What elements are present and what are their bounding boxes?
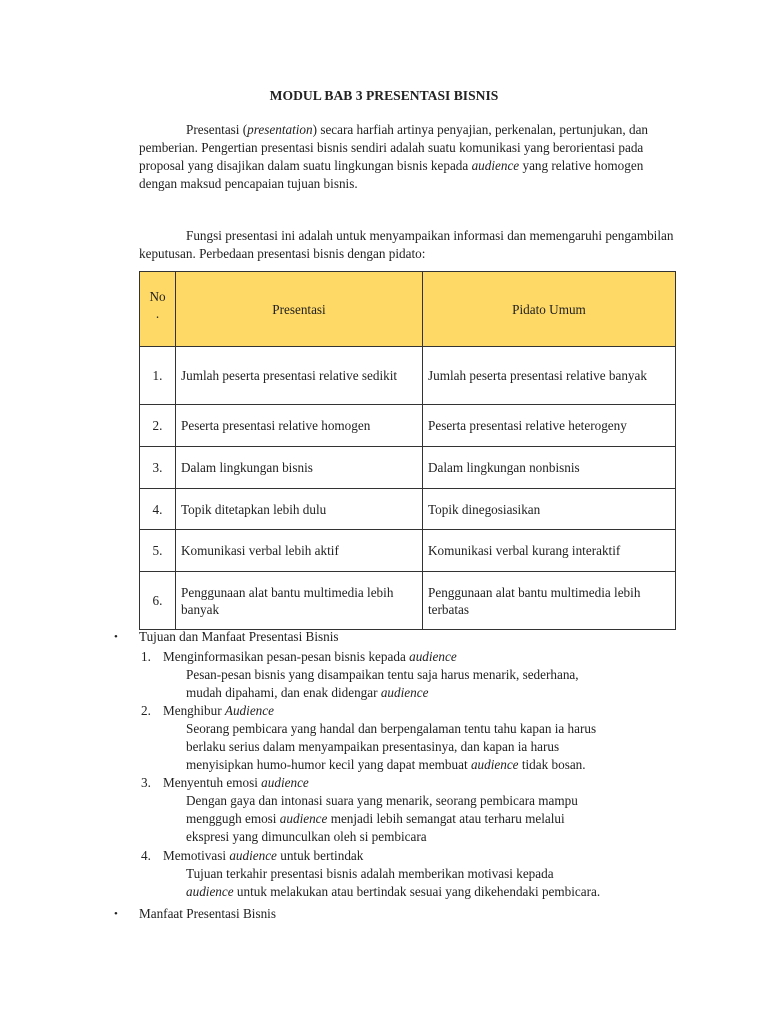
item-number: 3. — [141, 775, 151, 790]
item-text: Pesan-pesan bisnis yang disampaikan tentu saja harus menarik, sederhana, — [186, 667, 579, 682]
item-heading: Menghibur Audience — [163, 703, 274, 718]
item-text: menyisipkan humo-humor kecil yang dapat membuat audience tidak bosan. — [186, 757, 586, 772]
cell-pidato: Peserta presentasi relative heterogeny — [423, 405, 676, 447]
item-text: audience untuk melakukan atau bertindak sesuai yang dikehendaki pembicara. — [186, 884, 601, 899]
text-run: yang relative homogen dengan maksud pencapaian tujuan bisnis. — [139, 158, 644, 191]
text-run: Presentasi ( — [186, 122, 248, 137]
row-number: 1. — [140, 347, 176, 405]
item-text: Seorang pembicara yang handal dan berpengalaman tentu tahu kapan ia harus — [186, 721, 597, 736]
header-no: No . — [140, 272, 176, 347]
table-row — [140, 405, 676, 447]
cell-presentasi: Peserta presentasi relative homogen — [176, 405, 423, 447]
item-text: Dengan gaya dan intonasi suara yang menarik, seorang pembicara mampu — [186, 793, 578, 808]
item-text: ekspresi yang dimunculkan oleh si pembicara — [186, 829, 427, 844]
section-heading-tujuan: Tujuan dan Manfaat Presentasi Bisnis — [139, 629, 339, 644]
item-text: mudah dipahami, dan enak didengar audience — [186, 685, 429, 700]
term-presentation: presentation — [247, 122, 313, 137]
row-number: 6. — [140, 572, 176, 630]
cell-pidato: Dalam lingkungan nonbisnis — [423, 447, 676, 489]
table-row — [140, 447, 676, 489]
item-heading: Menyentuh emosi audience — [163, 775, 309, 790]
item-number: 4. — [141, 848, 151, 863]
row-number: 4. — [140, 489, 176, 530]
text-run: ) secara harfiah artinya penyajian, perkenalan, pertunjukan, dan pemberian. Pengertian presentasi bisnis sendiri adalah suatu komunikasi yang berorientasi pada proposal yang disajikan dalam suatu lingkungan bisnis kepada — [139, 122, 649, 173]
document-title: MODUL BAB 3 PRESENTASI BISNIS — [269, 88, 499, 103]
section-heading-manfaat: Manfaat Presentasi Bisnis — [139, 906, 276, 921]
cell-presentasi: Jumlah peserta presentasi relative sedikit — [176, 347, 423, 405]
cell-pidato: Komunikasi verbal kurang interaktif — [423, 530, 676, 572]
intro-paragraph-2 — [139, 227, 679, 263]
table-row — [140, 347, 676, 405]
item-text: berlaku serius dalam menyampaikan presentasinya, dan kapan ia harus — [186, 739, 560, 754]
row-number: 5. — [140, 530, 176, 572]
item-number: 2. — [141, 703, 151, 718]
item-number: 1. — [141, 649, 151, 664]
row-number: 3. — [140, 447, 176, 489]
table-header-row — [140, 272, 676, 347]
header-presentasi: Presentasi — [176, 272, 423, 347]
table-row — [140, 572, 676, 630]
cell-presentasi: Topik ditetapkan lebih dulu — [176, 489, 423, 530]
bullet-icon: • — [114, 908, 118, 920]
item-text: Tujuan terkahir presentasi bisnis adalah memberikan motivasi kepada — [186, 866, 554, 881]
row-number: 2. — [140, 405, 176, 447]
item-text: menggugh emosi audience menjadi lebih semangat atau terharu melalui — [186, 811, 565, 826]
cell-presentasi: Dalam lingkungan bisnis — [176, 447, 423, 489]
item-heading: Menginformasikan pesan-pesan bisnis kepada audience — [163, 649, 457, 664]
cell-pidato: Jumlah peserta presentasi relative banyak — [423, 347, 676, 405]
table-row — [140, 530, 676, 572]
cell-presentasi: Penggunaan alat bantu multimedia lebih banyak — [176, 572, 423, 630]
cell-pidato: Topik dinegosiasikan — [423, 489, 676, 530]
comparison-table — [139, 271, 676, 630]
cell-presentasi: Komunikasi verbal lebih aktif — [176, 530, 423, 572]
bullet-icon: • — [114, 631, 118, 643]
cell-pidato: Penggunaan alat bantu multimedia lebih terbatas — [423, 572, 676, 630]
table-row — [140, 489, 676, 530]
text-run: Fungsi presentasi ini adalah untuk menyampaikan informasi dan memengaruhi pengambilan keputusan. Perbedaan presentasi bisnis dengan pidato: — [139, 228, 674, 261]
intro-paragraph-1 — [139, 121, 679, 193]
header-pidato-umum: Pidato Umum — [423, 272, 676, 347]
term-audience: audience — [471, 158, 520, 173]
item-heading: Memotivasi audience untuk bertindak — [163, 848, 364, 863]
